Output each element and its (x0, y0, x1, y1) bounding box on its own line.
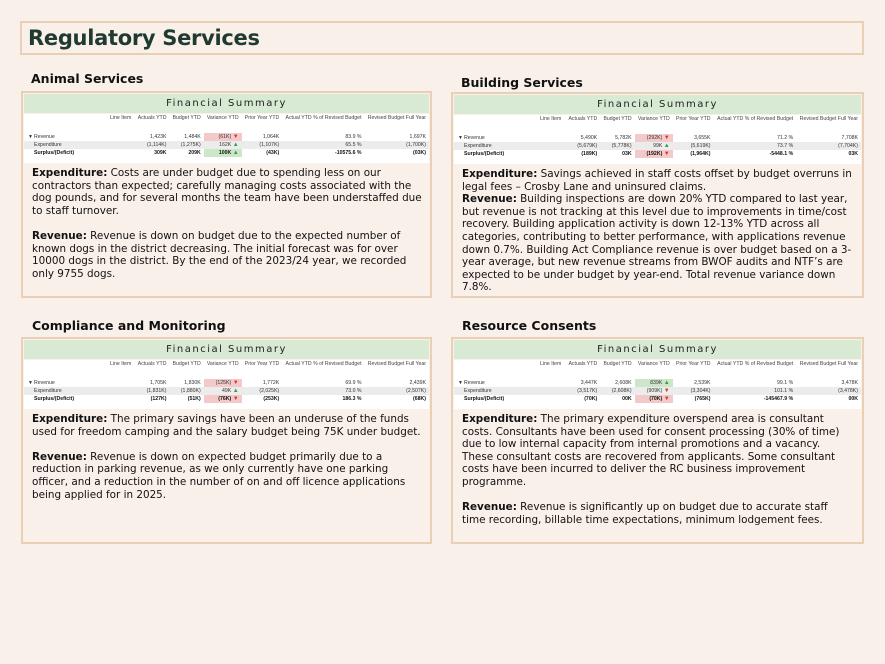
table-cell (204, 149, 242, 157)
table-row (24, 133, 429, 141)
row-label: Revenue (464, 380, 485, 386)
row-label: Expenditure (454, 387, 565, 395)
column-header: Line Item (110, 115, 132, 121)
table-cell (282, 387, 364, 395)
sort-caret-icon[interactable]: ▼ (28, 380, 33, 386)
revenue-label: Revenue: (462, 501, 517, 514)
table-cell (565, 134, 600, 142)
column-header: Revised Budget Full Year (367, 361, 426, 367)
cell-value: (51K) (187, 396, 201, 402)
column-header: Actual YTD % of Revised Budget (717, 116, 794, 122)
page-title: Regulatory Services (28, 26, 260, 50)
table-cell (204, 141, 242, 149)
table-cell (282, 141, 364, 149)
financial-summary-header: Financial Summary (454, 95, 861, 114)
column-header: Budget YTD (172, 361, 201, 367)
table-cell (600, 387, 634, 395)
cell-value: 2,608K (615, 380, 632, 386)
commentary (462, 413, 854, 526)
cell-value: 186.3 % (342, 396, 362, 402)
section-title-animal-services: Animal Services (31, 71, 144, 86)
cell-value: 1,064K (262, 134, 280, 140)
column-header: Prior Year YTD (676, 116, 711, 122)
table-cell (714, 387, 797, 395)
table-cell (714, 134, 797, 142)
table-cell (242, 395, 283, 403)
column-header: Revised Budget Full Year (799, 116, 858, 122)
cell-value: (1,880K) (180, 388, 201, 394)
table-cell (565, 142, 600, 150)
table-row (454, 387, 861, 395)
cell-value: 49K (222, 388, 232, 394)
variance-down-icon: ▼ (663, 388, 670, 394)
financial-summary-header: Financial Summary (454, 340, 861, 359)
table-row (24, 395, 429, 403)
row-label: Expenditure (24, 141, 135, 149)
cell-value: 5,490K (580, 135, 598, 141)
column-header: Variance YTD (206, 115, 239, 121)
table-cell (204, 133, 242, 141)
cell-value: (43K) (266, 150, 280, 156)
cell-value: 309K (154, 150, 167, 156)
column-header: Variance YTD (637, 116, 670, 122)
table-cell (204, 395, 242, 403)
section-title-building-services: Building Services (461, 75, 583, 90)
sort-caret-icon[interactable]: ▼ (458, 135, 463, 141)
column-header: Actual YTD % of Revised Budget (285, 115, 362, 121)
cell-value: 03K (622, 151, 632, 157)
expenditure-label: Expenditure: (32, 413, 108, 425)
cell-value: 00K (622, 396, 632, 402)
column-header: Prior Year YTD (676, 361, 711, 367)
table-cell (135, 379, 170, 387)
variance-up-icon: ▲ (663, 380, 670, 386)
cell-value: 00K (848, 396, 858, 402)
cell-value: (7,704K) (838, 143, 858, 149)
table-row (24, 149, 429, 157)
row-label: Surplus/(Deficit) (34, 396, 75, 402)
column-header: Prior Year YTD (244, 361, 280, 367)
page-title-box (20, 21, 864, 55)
cell-value: 71.2 % (777, 135, 794, 141)
table-cell (635, 379, 673, 387)
column-header: Budget YTD (172, 115, 201, 121)
cell-value: (76K) (218, 396, 232, 402)
table-cell (365, 141, 429, 149)
revenue-paragraph (32, 451, 422, 501)
table-row (24, 141, 429, 149)
cell-value: 5,782K (615, 135, 632, 141)
column-header: Actuals YTD (568, 116, 598, 122)
table-row (454, 134, 861, 142)
cell-value: 3,655K (694, 135, 711, 141)
animal-services-panel (21, 91, 432, 298)
cell-value: 99.1 % (777, 380, 794, 386)
table-cell (673, 379, 714, 387)
table-cell (169, 133, 203, 141)
table-cell (796, 395, 861, 403)
revenue-label: Revenue: (32, 450, 87, 463)
cell-value: 162K (219, 142, 232, 148)
table-cell (714, 395, 797, 403)
section-title-resource-consents: Resource Consents (462, 318, 597, 333)
cell-value: 03K (848, 151, 858, 157)
table-cell (242, 133, 283, 141)
financial-summary-table (24, 360, 429, 409)
cell-value: (1,107K) (259, 142, 280, 148)
table-cell (673, 395, 714, 403)
table-cell (673, 134, 714, 142)
column-header: Revised Budget Full Year (799, 361, 858, 367)
column-header: Actuals YTD (137, 361, 167, 367)
cell-value: (5,679K) (577, 143, 598, 149)
variance-down-icon: ▼ (232, 396, 239, 402)
column-header: Actual YTD % of Revised Budget (717, 361, 794, 367)
table-cell (796, 379, 861, 387)
cell-value: 73.7 % (777, 143, 794, 149)
column-header: Line Item (540, 116, 562, 122)
expenditure-text: The primary expenditure overspend area is consultant costs. Consultants have been used for consent processing (30% of time) due to low internal capacity from internal promotions and a vacancy. These consultant costs are recovered from applicants. Some consultant costs have been incurred to deliver the RC business improvement programme. (462, 413, 840, 488)
cell-value: 2,439K (409, 380, 426, 386)
column-header: Budget YTD (603, 361, 632, 367)
row-label: Expenditure (454, 142, 565, 150)
table-cell (282, 395, 364, 403)
table-cell (565, 379, 600, 387)
column-header: Prior Year YTD (244, 115, 280, 121)
sort-caret-icon[interactable]: ▼ (458, 380, 463, 386)
table-cell (365, 387, 429, 395)
table-row (24, 387, 429, 395)
table-cell (635, 395, 673, 403)
cell-value: (125K) (215, 380, 232, 386)
cell-value: -5448.1 % (769, 151, 794, 157)
cell-value: (3,304K) (690, 388, 711, 394)
commentary (32, 413, 422, 501)
cell-value: 7,708K (841, 135, 858, 141)
variance-up-icon: ▲ (663, 143, 670, 149)
cell-value: (292K) (646, 135, 663, 141)
cell-value: -10575.6 % (334, 150, 362, 156)
cell-value: (1,700K) (406, 142, 426, 148)
row-label: Surplus/(Deficit) (464, 396, 505, 402)
cell-value: 1,705K (150, 380, 167, 386)
expenditure-paragraph (32, 413, 422, 438)
table-cell (169, 149, 203, 157)
table-cell (673, 142, 714, 150)
revenue-label: Revenue: (462, 193, 517, 206)
cell-value: 3,447K (580, 380, 598, 386)
revenue-text: Revenue is significantly up on budget due to accurate staff time recording, billable time expectations, minimum lodgement fees. (462, 501, 828, 526)
table-cell (673, 387, 714, 395)
cell-value: (03K) (413, 150, 426, 156)
table-cell (135, 141, 170, 149)
cell-value: 1,423K (150, 134, 167, 140)
variance-up-icon: ▲ (232, 142, 239, 148)
cell-value: (1,964K) (690, 151, 711, 157)
compliance-monitoring-panel (21, 337, 432, 544)
table-cell (169, 387, 203, 395)
revenue-paragraph (462, 193, 854, 294)
table-cell (565, 387, 600, 395)
financial-summary-table (24, 114, 429, 163)
revenue-text: Building inspections are down 20% YTD compared to last year, but revenue is not tracking at this level due to improvements in time/cost recovery. Building application activity is down 12-13% YTD across all categories, contributing to better performance, with applications revenue down 0.7%. Building Act Compliance revenue is over budget based on a 3-year average, but new revenue streams from BWOF audits and NTF’s are expected to be under budget by year-end. Total revenue variance down 7.8%. (462, 193, 852, 294)
cell-value: (192K) (646, 151, 663, 157)
cell-value: 1,484K (184, 134, 201, 140)
revenue-text: Revenue is down on expected budget primarily due to a reduction in parking revenue, as we only currently have one parking officer, and a reduction in the number of on and off licence applications being applied for in 2025. (32, 450, 406, 501)
sort-caret-icon[interactable]: ▼ (28, 134, 33, 140)
column-header: Actual YTD % of Revised Budget (285, 361, 362, 367)
table-cell (169, 379, 203, 387)
cell-value: (61K) (218, 134, 232, 140)
cell-value: (909K) (646, 388, 663, 394)
cell-value: (2,608K) (611, 388, 632, 394)
cell-value: (2,025K) (259, 388, 280, 394)
cell-value: 839K (650, 380, 663, 386)
cell-value: (70K) (649, 396, 663, 402)
table-cell (635, 150, 673, 158)
table-cell (242, 387, 283, 395)
row-label: Revenue (34, 380, 55, 386)
row-label: Revenue (464, 135, 485, 141)
table-row (454, 379, 861, 387)
table-cell (282, 133, 364, 141)
variance-up-icon: ▲ (232, 388, 239, 394)
cell-value: (253K) (263, 396, 280, 402)
table-cell (135, 149, 170, 157)
cell-value: 99K (653, 143, 663, 149)
table-row (24, 379, 429, 387)
table-cell (635, 387, 673, 395)
expenditure-paragraph (462, 168, 854, 193)
table-cell (242, 149, 283, 157)
financial-summary-table (454, 360, 861, 409)
cell-value: (2,507K) (406, 388, 426, 394)
revenue-paragraph (32, 230, 422, 280)
table-cell (565, 150, 600, 158)
column-header: Actuals YTD (568, 361, 598, 367)
variance-down-icon: ▼ (663, 396, 670, 402)
variance-down-icon: ▼ (232, 134, 239, 140)
table-cell (600, 379, 634, 387)
column-header: Variance YTD (206, 361, 239, 367)
table-cell (714, 150, 797, 158)
cell-value: 100K (218, 150, 232, 156)
column-header: Revised Budget Full Year (367, 115, 426, 121)
cell-value: 101.1 % (774, 388, 794, 394)
table-cell (796, 134, 861, 142)
cell-value: 1,697K (409, 134, 426, 140)
variance-down-icon: ▼ (232, 380, 239, 386)
cell-value: (3,517K) (577, 388, 598, 394)
table-cell (242, 141, 283, 149)
cell-value: (1,114K) (146, 142, 167, 148)
table-cell (135, 387, 170, 395)
table-cell (673, 150, 714, 158)
financial-summary-header: Financial Summary (24, 94, 429, 113)
commentary (462, 168, 854, 294)
cell-value: (127K) (150, 396, 167, 402)
cell-value: 69.9 % (345, 380, 362, 386)
commentary (32, 167, 422, 280)
expenditure-paragraph (32, 167, 422, 217)
cell-value: 65.5 % (345, 142, 362, 148)
financial-summary-header: Financial Summary (24, 340, 429, 359)
table-cell (635, 142, 673, 150)
expenditure-label: Expenditure: (462, 168, 538, 180)
expenditure-text: Savings achieved in staff costs offset by budget overruns in legal fees – Crosby Lane and uninsured claims. (462, 168, 852, 193)
cell-value: 1,772K (262, 380, 280, 386)
column-header: Line Item (110, 361, 132, 367)
variance-down-icon: ▼ (663, 151, 670, 157)
table-cell (714, 142, 797, 150)
table-cell (600, 134, 634, 142)
variance-down-icon: ▼ (663, 135, 670, 141)
expenditure-paragraph (462, 413, 854, 489)
column-header: Line Item (540, 361, 562, 367)
cell-value: 3,478K (841, 380, 858, 386)
cell-value: (68K) (413, 396, 426, 402)
row-label: Expenditure (24, 387, 135, 395)
table-cell (282, 379, 364, 387)
revenue-label: Revenue: (32, 229, 87, 242)
expenditure-label: Expenditure: (462, 413, 538, 425)
column-header: Variance YTD (637, 361, 670, 367)
variance-up-icon: ▲ (232, 150, 239, 156)
table-cell (204, 387, 242, 395)
table-cell (365, 149, 429, 157)
table-cell (796, 387, 861, 395)
table-row (454, 142, 861, 150)
row-label: Revenue (34, 134, 55, 140)
column-header: Budget YTD (603, 116, 632, 122)
table-cell (600, 395, 634, 403)
expenditure-text: The primary savings have been an underuse of the funds used for freedom camping and the salary budget being 75K under budget. (32, 413, 421, 438)
row-label: Surplus/(Deficit) (464, 151, 505, 157)
table-cell (565, 395, 600, 403)
financial-summary-table (454, 115, 861, 164)
cell-value: -145467.9 % (763, 396, 794, 402)
revenue-text: Revenue is down on budget due to the expected number of known dogs in the district decreasing. The initial forecast was for over 10000 dogs in the district. By the end of the 2023/24 year, we recorded only 9755 dogs. (32, 229, 407, 280)
table-cell (714, 379, 797, 387)
table-cell (242, 379, 283, 387)
cell-value: (70K) (584, 396, 598, 402)
table-cell (796, 142, 861, 150)
table-cell (600, 142, 634, 150)
table-cell (282, 149, 364, 157)
row-label: Surplus/(Deficit) (34, 150, 75, 156)
cell-value: 1,830K (184, 380, 201, 386)
table-cell (600, 150, 634, 158)
cell-value: (3,478K) (838, 388, 858, 394)
table-row (454, 395, 861, 403)
resource-consents-panel (451, 337, 864, 544)
revenue-paragraph (462, 501, 854, 526)
table-cell (204, 379, 242, 387)
building-services-panel (451, 92, 864, 298)
table-cell (135, 133, 170, 141)
cell-value: (5,619K) (690, 143, 711, 149)
cell-value: 2,539K (694, 380, 711, 386)
cell-value: (1,831K) (146, 388, 167, 394)
cell-value: (5,778K) (611, 143, 632, 149)
cell-value: 209K (188, 150, 201, 156)
table-cell (365, 379, 429, 387)
cell-value: (765K) (694, 396, 711, 402)
expenditure-text: Costs are under budget due to spending less on our contractors than expected; carefully managing costs associated with the dog pounds, and for several months the team have been understaffed due to staff turnover. (32, 167, 422, 217)
table-cell (169, 395, 203, 403)
table-cell (635, 134, 673, 142)
expenditure-label: Expenditure: (32, 167, 108, 179)
table-cell (796, 150, 861, 158)
table-row (454, 150, 861, 158)
cell-value: (1,275K) (180, 142, 201, 148)
cell-value: 73.0 % (345, 388, 362, 394)
table-cell (135, 395, 170, 403)
table-cell (365, 395, 429, 403)
section-title-compliance-monitoring: Compliance and Monitoring (32, 318, 226, 333)
table-cell (365, 133, 429, 141)
cell-value: 83.9 % (345, 134, 362, 140)
cell-value: (189K) (581, 151, 598, 157)
column-header: Actuals YTD (137, 115, 167, 121)
table-cell (169, 141, 203, 149)
